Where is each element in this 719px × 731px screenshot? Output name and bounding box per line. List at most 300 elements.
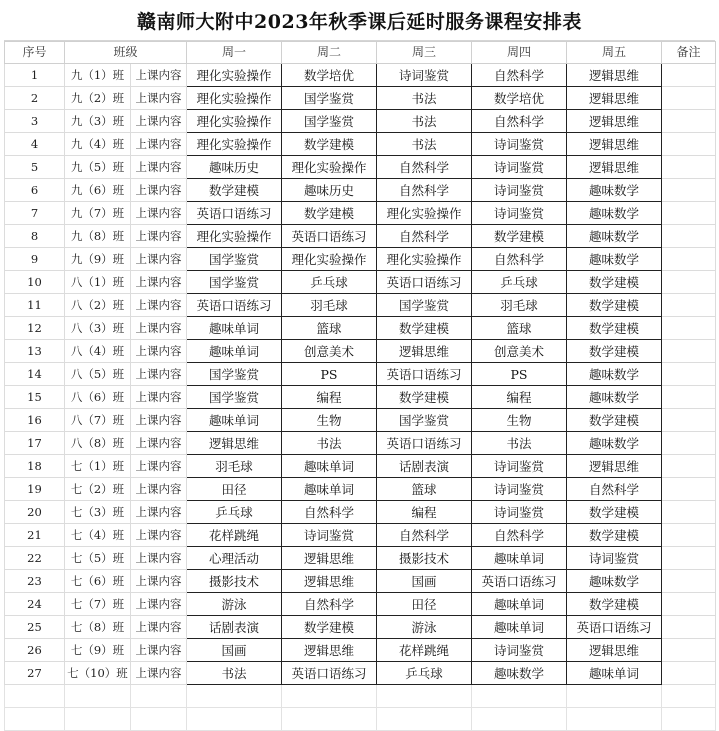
row-index-cell[interactable]: 9 [5, 248, 65, 271]
row-index-cell[interactable]: 19 [5, 478, 65, 501]
class-name-cell[interactable]: 九（2）班 [65, 87, 131, 110]
monday-course-cell[interactable]: 国学鉴赏 [187, 248, 282, 271]
friday-course-cell[interactable]: 数学建模 [567, 294, 662, 317]
content-label-cell[interactable]: 上课内容 [131, 455, 187, 478]
monday-course-cell[interactable]: 国学鉴赏 [187, 386, 282, 409]
class-name-cell[interactable]: 八（1）班 [65, 271, 131, 294]
thursday-course-cell[interactable]: 乒乓球 [472, 271, 567, 294]
wednesday-course-cell[interactable]: 自然科学 [377, 524, 472, 547]
tuesday-course-cell[interactable]: 趣味单词 [282, 478, 377, 501]
header-class[interactable]: 班级 [65, 42, 187, 64]
note-cell[interactable] [662, 432, 716, 455]
note-cell[interactable] [662, 110, 716, 133]
page-title: 赣南师大附中2023年秋季课后延时服务课程安排表 [4, 4, 715, 41]
friday-course-cell[interactable]: 趣味数学 [567, 225, 662, 248]
row-index-cell[interactable]: 18 [5, 455, 65, 478]
content-label-cell[interactable]: 上课内容 [131, 317, 187, 340]
friday-course-cell[interactable]: 逻辑思维 [567, 87, 662, 110]
class-name-cell[interactable]: 八（7）班 [65, 409, 131, 432]
class-name-cell[interactable]: 八（8）班 [65, 432, 131, 455]
content-label-cell[interactable]: 上课内容 [131, 133, 187, 156]
row-index-cell[interactable]: 6 [5, 179, 65, 202]
row-index-cell[interactable]: 7 [5, 202, 65, 225]
class-name-cell[interactable]: 八（4）班 [65, 340, 131, 363]
monday-course-cell[interactable]: 逻辑思维 [187, 432, 282, 455]
header-monday[interactable]: 周一 [187, 42, 282, 64]
table-row [5, 501, 716, 524]
content-label-cell[interactable]: 上课内容 [131, 570, 187, 593]
row-index-cell[interactable]: 1 [5, 64, 65, 87]
class-name-cell[interactable]: 七（7）班 [65, 593, 131, 616]
tuesday-course-cell[interactable]: 趣味单词 [282, 455, 377, 478]
friday-course-cell[interactable]: 逻辑思维 [567, 156, 662, 179]
thursday-course-cell[interactable]: 诗词鉴赏 [472, 501, 567, 524]
empty-cell[interactable] [65, 708, 131, 731]
content-label-cell[interactable]: 上课内容 [131, 156, 187, 179]
wednesday-course-cell[interactable]: 数学建模 [377, 317, 472, 340]
note-cell[interactable] [662, 179, 716, 202]
empty-cell[interactable] [282, 685, 377, 708]
class-name-cell[interactable]: 七（5）班 [65, 547, 131, 570]
friday-course-cell[interactable]: 趣味数学 [567, 179, 662, 202]
thursday-course-cell[interactable]: 生物 [472, 409, 567, 432]
empty-cell[interactable] [5, 685, 65, 708]
tuesday-course-cell[interactable]: 数学建模 [282, 133, 377, 156]
friday-course-cell[interactable]: 趣味数学 [567, 432, 662, 455]
note-cell[interactable] [662, 87, 716, 110]
thursday-course-cell[interactable]: 羽毛球 [472, 294, 567, 317]
row-index-cell[interactable]: 22 [5, 547, 65, 570]
friday-course-cell[interactable]: 趣味数学 [567, 248, 662, 271]
table-row [5, 133, 716, 156]
tuesday-course-cell[interactable]: 数学培优 [282, 64, 377, 87]
table-row [5, 271, 716, 294]
tuesday-course-cell[interactable]: 趣味历史 [282, 179, 377, 202]
thursday-course-cell[interactable]: PS [472, 363, 567, 386]
note-cell[interactable] [662, 593, 716, 616]
thursday-course-cell[interactable]: 篮球 [472, 317, 567, 340]
tuesday-course-cell[interactable]: 数学建模 [282, 202, 377, 225]
monday-course-cell[interactable]: 数学建模 [187, 179, 282, 202]
thursday-course-cell[interactable]: 趣味单词 [472, 593, 567, 616]
class-name-cell[interactable]: 七（3）班 [65, 501, 131, 524]
thursday-course-cell[interactable]: 数学培优 [472, 87, 567, 110]
note-cell[interactable] [662, 64, 716, 87]
content-label-cell[interactable]: 上课内容 [131, 271, 187, 294]
thursday-course-cell[interactable]: 诗词鉴赏 [472, 478, 567, 501]
content-label-cell[interactable]: 上课内容 [131, 225, 187, 248]
wednesday-course-cell[interactable]: 游泳 [377, 616, 472, 639]
monday-course-cell[interactable]: 理化实验操作 [187, 133, 282, 156]
wednesday-course-cell[interactable]: 自然科学 [377, 225, 472, 248]
thursday-course-cell[interactable]: 创意美术 [472, 340, 567, 363]
content-label-cell[interactable]: 上课内容 [131, 87, 187, 110]
friday-course-cell[interactable]: 趣味数学 [567, 202, 662, 225]
schedule-table [4, 41, 716, 731]
empty-row [5, 708, 716, 731]
content-label-cell[interactable]: 上课内容 [131, 202, 187, 225]
note-cell[interactable] [662, 271, 716, 294]
class-name-cell[interactable]: 九（5）班 [65, 156, 131, 179]
tuesday-course-cell[interactable]: 国学鉴赏 [282, 87, 377, 110]
friday-course-cell[interactable]: 逻辑思维 [567, 455, 662, 478]
note-cell[interactable] [662, 501, 716, 524]
monday-course-cell[interactable]: 理化实验操作 [187, 64, 282, 87]
monday-course-cell[interactable]: 趣味单词 [187, 317, 282, 340]
table-row [5, 110, 716, 133]
table-row [5, 593, 716, 616]
table-row [5, 248, 716, 271]
monday-course-cell[interactable]: 趣味单词 [187, 409, 282, 432]
class-name-cell[interactable]: 七（9）班 [65, 639, 131, 662]
thursday-course-cell[interactable]: 趣味单词 [472, 547, 567, 570]
monday-course-cell[interactable]: 国学鉴赏 [187, 363, 282, 386]
empty-cell[interactable] [282, 708, 377, 731]
content-label-cell[interactable]: 上课内容 [131, 64, 187, 87]
row-index-cell[interactable]: 15 [5, 386, 65, 409]
note-cell[interactable] [662, 386, 716, 409]
table-row [5, 432, 716, 455]
wednesday-course-cell[interactable]: 话剧表演 [377, 455, 472, 478]
class-name-cell[interactable]: 九（3）班 [65, 110, 131, 133]
note-cell[interactable] [662, 133, 716, 156]
header-thursday[interactable]: 周四 [472, 42, 567, 64]
note-cell[interactable] [662, 294, 716, 317]
row-index-cell[interactable]: 11 [5, 294, 65, 317]
monday-course-cell[interactable]: 国学鉴赏 [187, 271, 282, 294]
empty-cell[interactable] [662, 685, 716, 708]
empty-cell[interactable] [131, 708, 187, 731]
table-row [5, 547, 716, 570]
note-cell[interactable] [662, 340, 716, 363]
wednesday-course-cell[interactable]: 自然科学 [377, 156, 472, 179]
tuesday-course-cell[interactable]: 编程 [282, 386, 377, 409]
content-label-cell[interactable]: 上课内容 [131, 386, 187, 409]
friday-course-cell[interactable]: 数学建模 [567, 501, 662, 524]
wednesday-course-cell[interactable]: 国学鉴赏 [377, 294, 472, 317]
row-index-cell[interactable]: 4 [5, 133, 65, 156]
row-index-cell[interactable]: 8 [5, 225, 65, 248]
table-row [5, 639, 716, 662]
tuesday-course-cell[interactable]: 自然科学 [282, 593, 377, 616]
wednesday-course-cell[interactable]: 书法 [377, 87, 472, 110]
tuesday-course-cell[interactable]: 诗词鉴赏 [282, 524, 377, 547]
content-label-cell[interactable]: 上课内容 [131, 547, 187, 570]
row-index-cell[interactable]: 17 [5, 432, 65, 455]
row-index-cell[interactable]: 2 [5, 87, 65, 110]
friday-course-cell[interactable]: 数学建模 [567, 409, 662, 432]
thursday-course-cell[interactable]: 趣味数学 [472, 662, 567, 685]
empty-cell[interactable] [567, 685, 662, 708]
monday-course-cell[interactable]: 心理活动 [187, 547, 282, 570]
friday-course-cell[interactable]: 趣味数学 [567, 570, 662, 593]
class-name-cell[interactable]: 九（6）班 [65, 179, 131, 202]
schedule-body [5, 64, 716, 731]
content-label-cell[interactable]: 上课内容 [131, 593, 187, 616]
content-label-cell[interactable]: 上课内容 [131, 363, 187, 386]
note-cell[interactable] [662, 662, 716, 685]
friday-course-cell[interactable]: 英语口语练习 [567, 616, 662, 639]
wednesday-course-cell[interactable]: 国学鉴赏 [377, 409, 472, 432]
empty-row [5, 685, 716, 708]
monday-course-cell[interactable]: 田径 [187, 478, 282, 501]
row-index-cell[interactable]: 24 [5, 593, 65, 616]
thursday-course-cell[interactable]: 英语口语练习 [472, 570, 567, 593]
row-index-cell[interactable]: 16 [5, 409, 65, 432]
wednesday-course-cell[interactable]: 英语口语练习 [377, 432, 472, 455]
header-friday[interactable]: 周五 [567, 42, 662, 64]
class-name-cell[interactable]: 八（5）班 [65, 363, 131, 386]
monday-course-cell[interactable]: 羽毛球 [187, 455, 282, 478]
tuesday-course-cell[interactable]: 羽毛球 [282, 294, 377, 317]
friday-course-cell[interactable]: 数学建模 [567, 524, 662, 547]
friday-course-cell[interactable]: 趣味数学 [567, 363, 662, 386]
content-label-cell[interactable]: 上课内容 [131, 616, 187, 639]
tuesday-course-cell[interactable]: 篮球 [282, 317, 377, 340]
note-cell[interactable] [662, 616, 716, 639]
class-name-cell[interactable]: 八（6）班 [65, 386, 131, 409]
class-name-cell[interactable]: 七（2）班 [65, 478, 131, 501]
note-cell[interactable] [662, 639, 716, 662]
table-row [5, 616, 716, 639]
thursday-course-cell[interactable]: 自然科学 [472, 524, 567, 547]
content-label-cell[interactable]: 上课内容 [131, 179, 187, 202]
wednesday-course-cell[interactable]: 摄影技术 [377, 547, 472, 570]
empty-cell[interactable] [377, 708, 472, 731]
row-index-cell[interactable]: 14 [5, 363, 65, 386]
wednesday-course-cell[interactable]: 编程 [377, 501, 472, 524]
header-index[interactable]: 序号 [5, 42, 65, 64]
note-cell[interactable] [662, 363, 716, 386]
tuesday-course-cell[interactable]: 国学鉴赏 [282, 110, 377, 133]
table-row [5, 87, 716, 110]
class-name-cell[interactable]: 九（1）班 [65, 64, 131, 87]
wednesday-course-cell[interactable]: 理化实验操作 [377, 248, 472, 271]
wednesday-course-cell[interactable]: 诗词鉴赏 [377, 64, 472, 87]
schedule-sheet [4, 4, 715, 731]
table-row [5, 340, 716, 363]
content-label-cell[interactable]: 上课内容 [131, 294, 187, 317]
friday-course-cell[interactable]: 逻辑思维 [567, 133, 662, 156]
empty-cell[interactable] [187, 685, 282, 708]
thursday-course-cell[interactable]: 诗词鉴赏 [472, 455, 567, 478]
content-label-cell[interactable]: 上课内容 [131, 248, 187, 271]
friday-course-cell[interactable]: 数学建模 [567, 340, 662, 363]
thursday-course-cell[interactable]: 编程 [472, 386, 567, 409]
row-index-cell[interactable]: 27 [5, 662, 65, 685]
tuesday-course-cell[interactable]: 乒乓球 [282, 271, 377, 294]
friday-course-cell[interactable]: 趣味单词 [567, 662, 662, 685]
empty-cell[interactable] [187, 708, 282, 731]
monday-course-cell[interactable]: 理化实验操作 [187, 110, 282, 133]
table-row [5, 478, 716, 501]
monday-course-cell[interactable]: 趣味历史 [187, 156, 282, 179]
friday-course-cell[interactable]: 数学建模 [567, 271, 662, 294]
friday-course-cell[interactable]: 趣味数学 [567, 386, 662, 409]
note-cell[interactable] [662, 225, 716, 248]
header-row [5, 42, 716, 64]
tuesday-course-cell[interactable]: 创意美术 [282, 340, 377, 363]
monday-course-cell[interactable]: 英语口语练习 [187, 202, 282, 225]
class-name-cell[interactable]: 九（9）班 [65, 248, 131, 271]
note-cell[interactable] [662, 317, 716, 340]
tuesday-course-cell[interactable]: 自然科学 [282, 501, 377, 524]
note-cell[interactable] [662, 202, 716, 225]
tuesday-course-cell[interactable]: 逻辑思维 [282, 639, 377, 662]
thursday-course-cell[interactable]: 诗词鉴赏 [472, 156, 567, 179]
thursday-course-cell[interactable]: 趣味单词 [472, 616, 567, 639]
note-cell[interactable] [662, 455, 716, 478]
table-row [5, 455, 716, 478]
monday-course-cell[interactable]: 趣味单词 [187, 340, 282, 363]
row-index-cell[interactable]: 25 [5, 616, 65, 639]
monday-course-cell[interactable]: 书法 [187, 662, 282, 685]
note-cell[interactable] [662, 478, 716, 501]
thursday-course-cell[interactable]: 自然科学 [472, 248, 567, 271]
wednesday-course-cell[interactable]: 理化实验操作 [377, 202, 472, 225]
monday-course-cell[interactable]: 理化实验操作 [187, 225, 282, 248]
row-index-cell[interactable]: 20 [5, 501, 65, 524]
row-index-cell[interactable]: 12 [5, 317, 65, 340]
empty-cell[interactable] [472, 708, 567, 731]
class-name-cell[interactable]: 七（10）班 [65, 662, 131, 685]
table-row [5, 202, 716, 225]
empty-cell[interactable] [65, 685, 131, 708]
empty-cell[interactable] [472, 685, 567, 708]
content-label-cell[interactable]: 上课内容 [131, 524, 187, 547]
tuesday-course-cell[interactable]: PS [282, 363, 377, 386]
class-name-cell[interactable]: 八（2）班 [65, 294, 131, 317]
thursday-course-cell[interactable]: 诗词鉴赏 [472, 639, 567, 662]
header-tuesday[interactable]: 周二 [282, 42, 377, 64]
tuesday-course-cell[interactable]: 书法 [282, 432, 377, 455]
class-name-cell[interactable]: 七（8）班 [65, 616, 131, 639]
content-label-cell[interactable]: 上课内容 [131, 501, 187, 524]
empty-cell[interactable] [131, 685, 187, 708]
table-row [5, 363, 716, 386]
table-row [5, 524, 716, 547]
wednesday-course-cell[interactable]: 乒乓球 [377, 662, 472, 685]
wednesday-course-cell[interactable]: 书法 [377, 133, 472, 156]
note-cell[interactable] [662, 248, 716, 271]
tuesday-course-cell[interactable]: 理化实验操作 [282, 156, 377, 179]
note-cell[interactable] [662, 570, 716, 593]
tuesday-course-cell[interactable]: 理化实验操作 [282, 248, 377, 271]
row-index-cell[interactable]: 13 [5, 340, 65, 363]
monday-course-cell[interactable]: 乒乓球 [187, 501, 282, 524]
table-row [5, 386, 716, 409]
wednesday-course-cell[interactable]: 自然科学 [377, 179, 472, 202]
thursday-course-cell[interactable]: 诗词鉴赏 [472, 179, 567, 202]
friday-course-cell[interactable]: 逻辑思维 [567, 64, 662, 87]
wednesday-course-cell[interactable]: 数学建模 [377, 386, 472, 409]
table-row [5, 156, 716, 179]
thursday-course-cell[interactable]: 自然科学 [472, 64, 567, 87]
wednesday-course-cell[interactable]: 篮球 [377, 478, 472, 501]
wednesday-course-cell[interactable]: 国画 [377, 570, 472, 593]
wednesday-course-cell[interactable]: 英语口语练习 [377, 271, 472, 294]
note-cell[interactable] [662, 524, 716, 547]
friday-course-cell[interactable]: 数学建模 [567, 593, 662, 616]
friday-course-cell[interactable]: 数学建模 [567, 317, 662, 340]
monday-course-cell[interactable]: 游泳 [187, 593, 282, 616]
monday-course-cell[interactable]: 国画 [187, 639, 282, 662]
table-row [5, 317, 716, 340]
row-index-cell[interactable]: 26 [5, 639, 65, 662]
table-row [5, 570, 716, 593]
friday-course-cell[interactable]: 逻辑思维 [567, 110, 662, 133]
empty-cell[interactable] [567, 708, 662, 731]
tuesday-course-cell[interactable]: 生物 [282, 409, 377, 432]
thursday-course-cell[interactable]: 数学建模 [472, 225, 567, 248]
content-label-cell[interactable]: 上课内容 [131, 639, 187, 662]
monday-course-cell[interactable]: 话剧表演 [187, 616, 282, 639]
content-label-cell[interactable]: 上课内容 [131, 409, 187, 432]
row-index-cell[interactable]: 23 [5, 570, 65, 593]
thursday-course-cell[interactable]: 诗词鉴赏 [472, 133, 567, 156]
table-row [5, 179, 716, 202]
friday-course-cell[interactable]: 诗词鉴赏 [567, 547, 662, 570]
class-name-cell[interactable]: 九（8）班 [65, 225, 131, 248]
row-index-cell[interactable]: 3 [5, 110, 65, 133]
tuesday-course-cell[interactable]: 英语口语练习 [282, 662, 377, 685]
monday-course-cell[interactable]: 英语口语练习 [187, 294, 282, 317]
row-index-cell[interactable]: 10 [5, 271, 65, 294]
wednesday-course-cell[interactable]: 书法 [377, 110, 472, 133]
thursday-course-cell[interactable]: 诗词鉴赏 [472, 202, 567, 225]
header-wednesday[interactable]: 周三 [377, 42, 472, 64]
tuesday-course-cell[interactable]: 逻辑思维 [282, 547, 377, 570]
table-row [5, 64, 716, 87]
class-name-cell[interactable]: 九（7）班 [65, 202, 131, 225]
class-name-cell[interactable]: 七（6）班 [65, 570, 131, 593]
tuesday-course-cell[interactable]: 逻辑思维 [282, 570, 377, 593]
empty-cell[interactable] [377, 685, 472, 708]
class-name-cell[interactable]: 七（1）班 [65, 455, 131, 478]
monday-course-cell[interactable]: 花样跳绳 [187, 524, 282, 547]
wednesday-course-cell[interactable]: 花样跳绳 [377, 639, 472, 662]
note-cell[interactable] [662, 156, 716, 179]
friday-course-cell[interactable]: 逻辑思维 [567, 639, 662, 662]
tuesday-course-cell[interactable]: 数学建模 [282, 616, 377, 639]
content-label-cell[interactable]: 上课内容 [131, 110, 187, 133]
row-index-cell[interactable]: 5 [5, 156, 65, 179]
friday-course-cell[interactable]: 自然科学 [567, 478, 662, 501]
content-label-cell[interactable]: 上课内容 [131, 340, 187, 363]
monday-course-cell[interactable]: 理化实验操作 [187, 87, 282, 110]
note-cell[interactable] [662, 547, 716, 570]
tuesday-course-cell[interactable]: 英语口语练习 [282, 225, 377, 248]
monday-course-cell[interactable]: 摄影技术 [187, 570, 282, 593]
empty-cell[interactable] [5, 708, 65, 731]
note-cell[interactable] [662, 409, 716, 432]
content-label-cell[interactable]: 上课内容 [131, 662, 187, 685]
table-row [5, 294, 716, 317]
empty-cell[interactable] [662, 708, 716, 731]
class-name-cell[interactable]: 七（4）班 [65, 524, 131, 547]
wednesday-course-cell[interactable]: 逻辑思维 [377, 340, 472, 363]
thursday-course-cell[interactable]: 自然科学 [472, 110, 567, 133]
wednesday-course-cell[interactable]: 田径 [377, 593, 472, 616]
class-name-cell[interactable]: 八（3）班 [65, 317, 131, 340]
class-name-cell[interactable]: 九（4）班 [65, 133, 131, 156]
wednesday-course-cell[interactable]: 英语口语练习 [377, 363, 472, 386]
content-label-cell[interactable]: 上课内容 [131, 432, 187, 455]
header-note[interactable]: 备注 [662, 42, 716, 64]
thursday-course-cell[interactable]: 书法 [472, 432, 567, 455]
content-label-cell[interactable]: 上课内容 [131, 478, 187, 501]
row-index-cell[interactable]: 21 [5, 524, 65, 547]
